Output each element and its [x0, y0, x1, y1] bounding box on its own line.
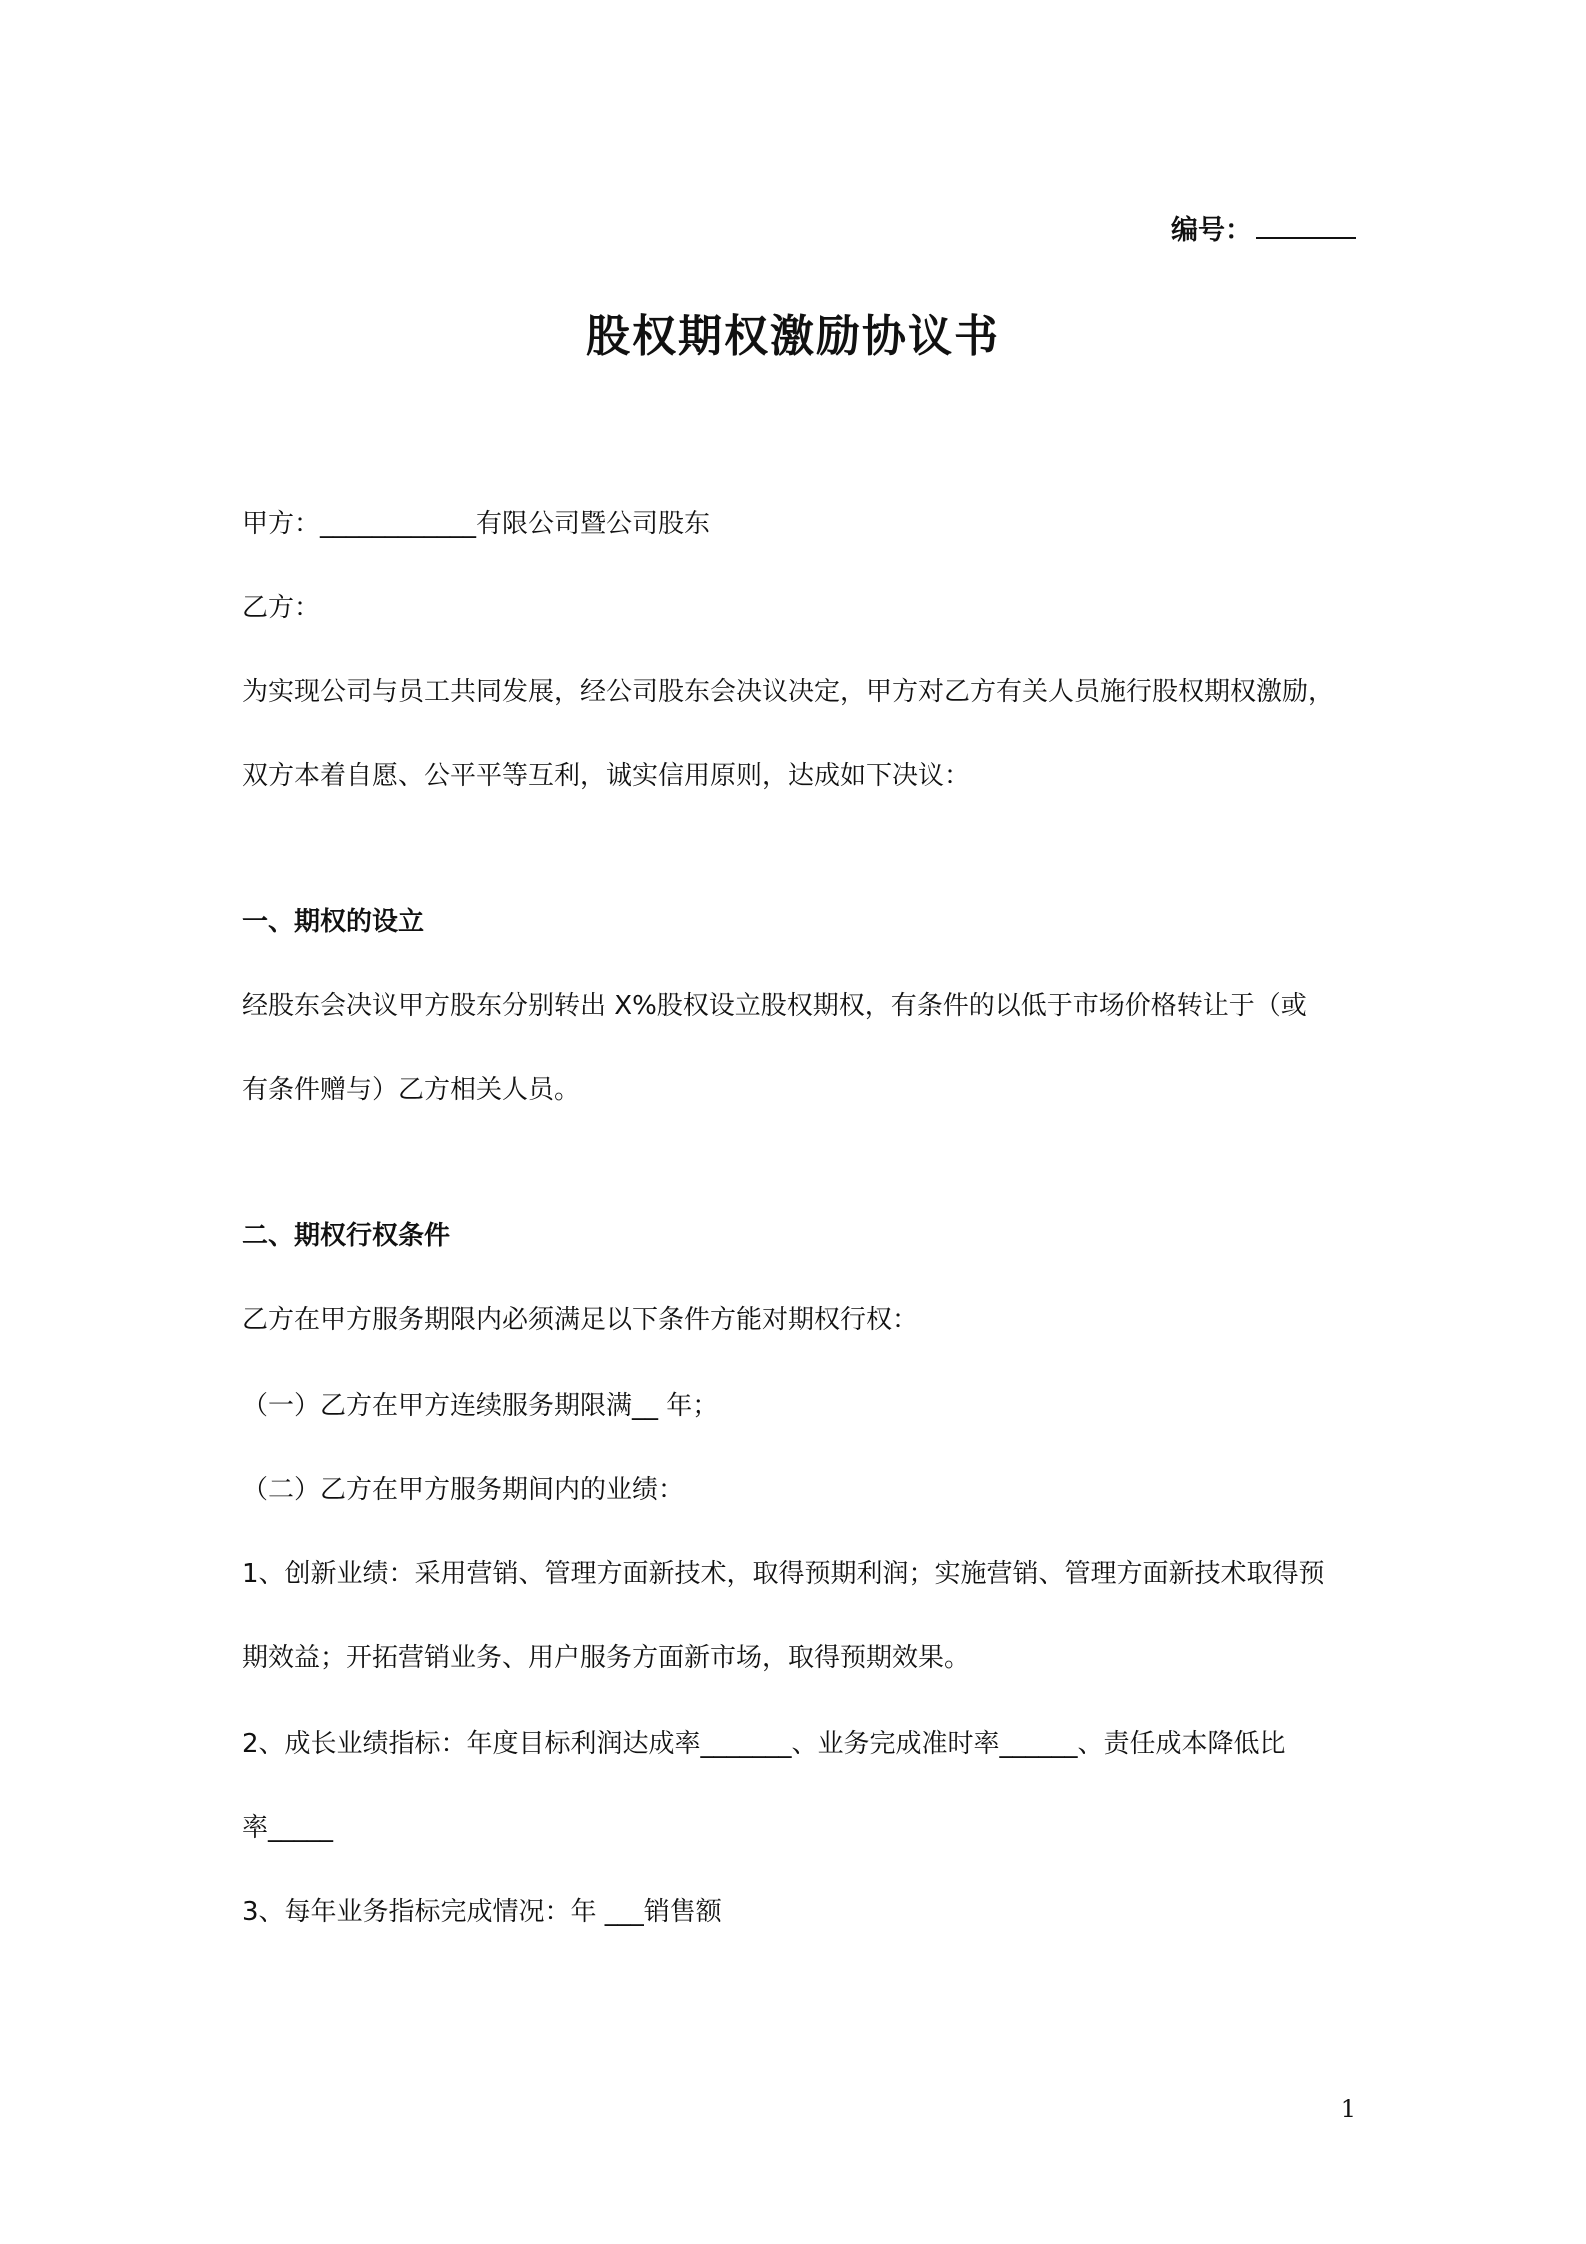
party-b: 乙方：: [242, 593, 321, 623]
section-1-line-1: 经股东会决议甲方股东分别转出 X%股权设立股权期权，有条件的以低于市场价格转让于（或: [242, 991, 1307, 1021]
section-2-point-1-line-1: 1、创新业绩：采用营销、管理方面新技术，取得预期利润；实施营销、管理方面新技术取得预: [242, 1559, 1325, 1589]
document-title: 股权期权激励协议书: [586, 311, 1000, 362]
section-1-heading: 一、期权的设立: [242, 907, 425, 937]
section-1-line-2: 有条件赠与）乙方相关人员。: [242, 1075, 581, 1105]
intro-line-1: 为实现公司与员工共同发展，经公司股东会决议决定，甲方对乙方有关人员施行股权期权激励，: [242, 677, 1335, 707]
party-a: 甲方：____________有限公司暨公司股东: [242, 509, 711, 539]
document-number: [1171, 208, 1356, 247]
document-number-blank: [1256, 213, 1356, 239]
section-2-point-2-line-2: 率_____: [242, 1813, 334, 1843]
section-2-point-1-line-2: 期效益；开拓营销业务、用户服务方面新市场，取得预期效果。: [242, 1643, 971, 1673]
page-number: 1: [1340, 2095, 1356, 2123]
section-2-point-3: 3、每年业务指标完成情况：年 ___销售额: [242, 1897, 722, 1927]
section-2-point-2-line-1: 2、成长业绩指标：年度目标利润达成率_______、业务完成准时率______、责任成本降低比: [242, 1729, 1286, 1759]
document-number-label: 编号：: [1171, 215, 1252, 246]
section-2-intro: 乙方在甲方服务期限内必须满足以下条件方能对期权行权：: [242, 1305, 919, 1335]
section-2-item-1: （一）乙方在甲方连续服务期限满__ 年；: [242, 1391, 719, 1421]
section-2-item-2: （二）乙方在甲方服务期间内的业绩：: [242, 1475, 685, 1505]
intro-line-2: 双方本着自愿、公平平等互利，诚实信用原则，达成如下决议：: [242, 761, 971, 791]
section-2-heading: 二、期权行权条件: [242, 1221, 451, 1251]
